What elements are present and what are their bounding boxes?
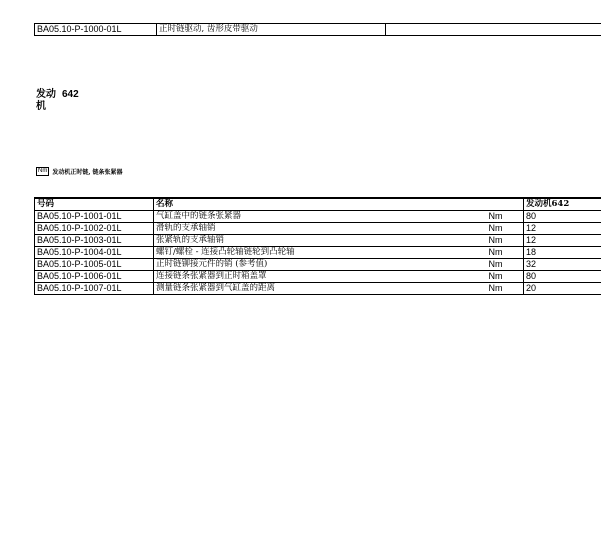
row-name: 正时链铆接元件的销 (参考值) — [154, 259, 487, 271]
row-value: 80 — [524, 271, 601, 283]
row-value: 20 — [524, 283, 601, 295]
row-unit: Nm — [487, 235, 524, 247]
header-unit — [487, 198, 524, 211]
row-name: 测量链条张紧器到气缸盖的距离 — [154, 283, 487, 295]
row-code[interactable]: BA05.10-P-1007-01L — [35, 283, 154, 295]
row-unit: Nm — [487, 247, 524, 259]
row-unit: Nm — [487, 283, 524, 295]
row-code[interactable]: BA05.10-P-1005-01L — [35, 259, 154, 271]
table-row — [35, 211, 601, 223]
row-code[interactable]: BA05.10-P-1004-01L — [35, 247, 154, 259]
row-unit: Nm — [487, 259, 524, 271]
table-row — [35, 223, 601, 235]
torque-section-title — [36, 167, 123, 176]
table-row — [35, 283, 601, 295]
header-name: 名称 — [154, 198, 487, 211]
row-name: 螺钉/螺栓 - 连接凸轮轴链轮到凸轮轴 — [154, 247, 487, 259]
engine-heading-number: 642 — [62, 89, 79, 100]
row-name: 连接链条张紧器到正时箱盖罩 — [154, 271, 487, 283]
engine-heading — [36, 89, 79, 113]
table-row — [35, 271, 601, 283]
row-name: 气缸盖中的链条张紧器 — [154, 211, 487, 223]
row-value: 12 — [524, 223, 601, 235]
torque-nm-icon: Nm — [38, 168, 48, 174]
reference-title: 正时链驱动, 齿形皮带驱动 — [157, 24, 386, 36]
row-code[interactable]: BA05.10-P-1003-01L — [35, 235, 154, 247]
row-unit: Nm — [487, 211, 524, 223]
row-value: 12 — [524, 235, 601, 247]
row-code[interactable]: BA05.10-P-1001-01L — [35, 211, 154, 223]
row-unit: Nm — [487, 223, 524, 235]
torque-spec-table — [34, 197, 601, 295]
row-unit: Nm — [487, 271, 524, 283]
reference-table — [34, 23, 601, 36]
table-row — [35, 247, 601, 259]
row-code[interactable]: BA05.10-P-1002-01L — [35, 223, 154, 235]
engine-heading-label-2: 机 — [36, 101, 46, 112]
reference-row — [35, 24, 601, 36]
engine-heading-label: 发动 — [36, 89, 56, 100]
row-name: 滑轨的支承轴销 — [154, 223, 487, 235]
table-row — [35, 259, 601, 271]
reference-code[interactable]: BA05.10-P-1000-01L — [35, 24, 157, 36]
table-row — [35, 235, 601, 247]
header-engine: 发动机642 — [524, 198, 601, 211]
row-code[interactable]: BA05.10-P-1006-01L — [35, 271, 154, 283]
row-value: 32 — [524, 259, 601, 271]
torque-section-text: 发动机正时链, 链条张紧器 — [52, 169, 123, 176]
header-code: 号码 — [35, 198, 154, 211]
row-value: 80 — [524, 211, 601, 223]
row-name: 张紧轨的支承轴销 — [154, 235, 487, 247]
row-value: 18 — [524, 247, 601, 259]
table-header-row — [35, 198, 601, 211]
reference-empty-cell — [386, 24, 601, 36]
